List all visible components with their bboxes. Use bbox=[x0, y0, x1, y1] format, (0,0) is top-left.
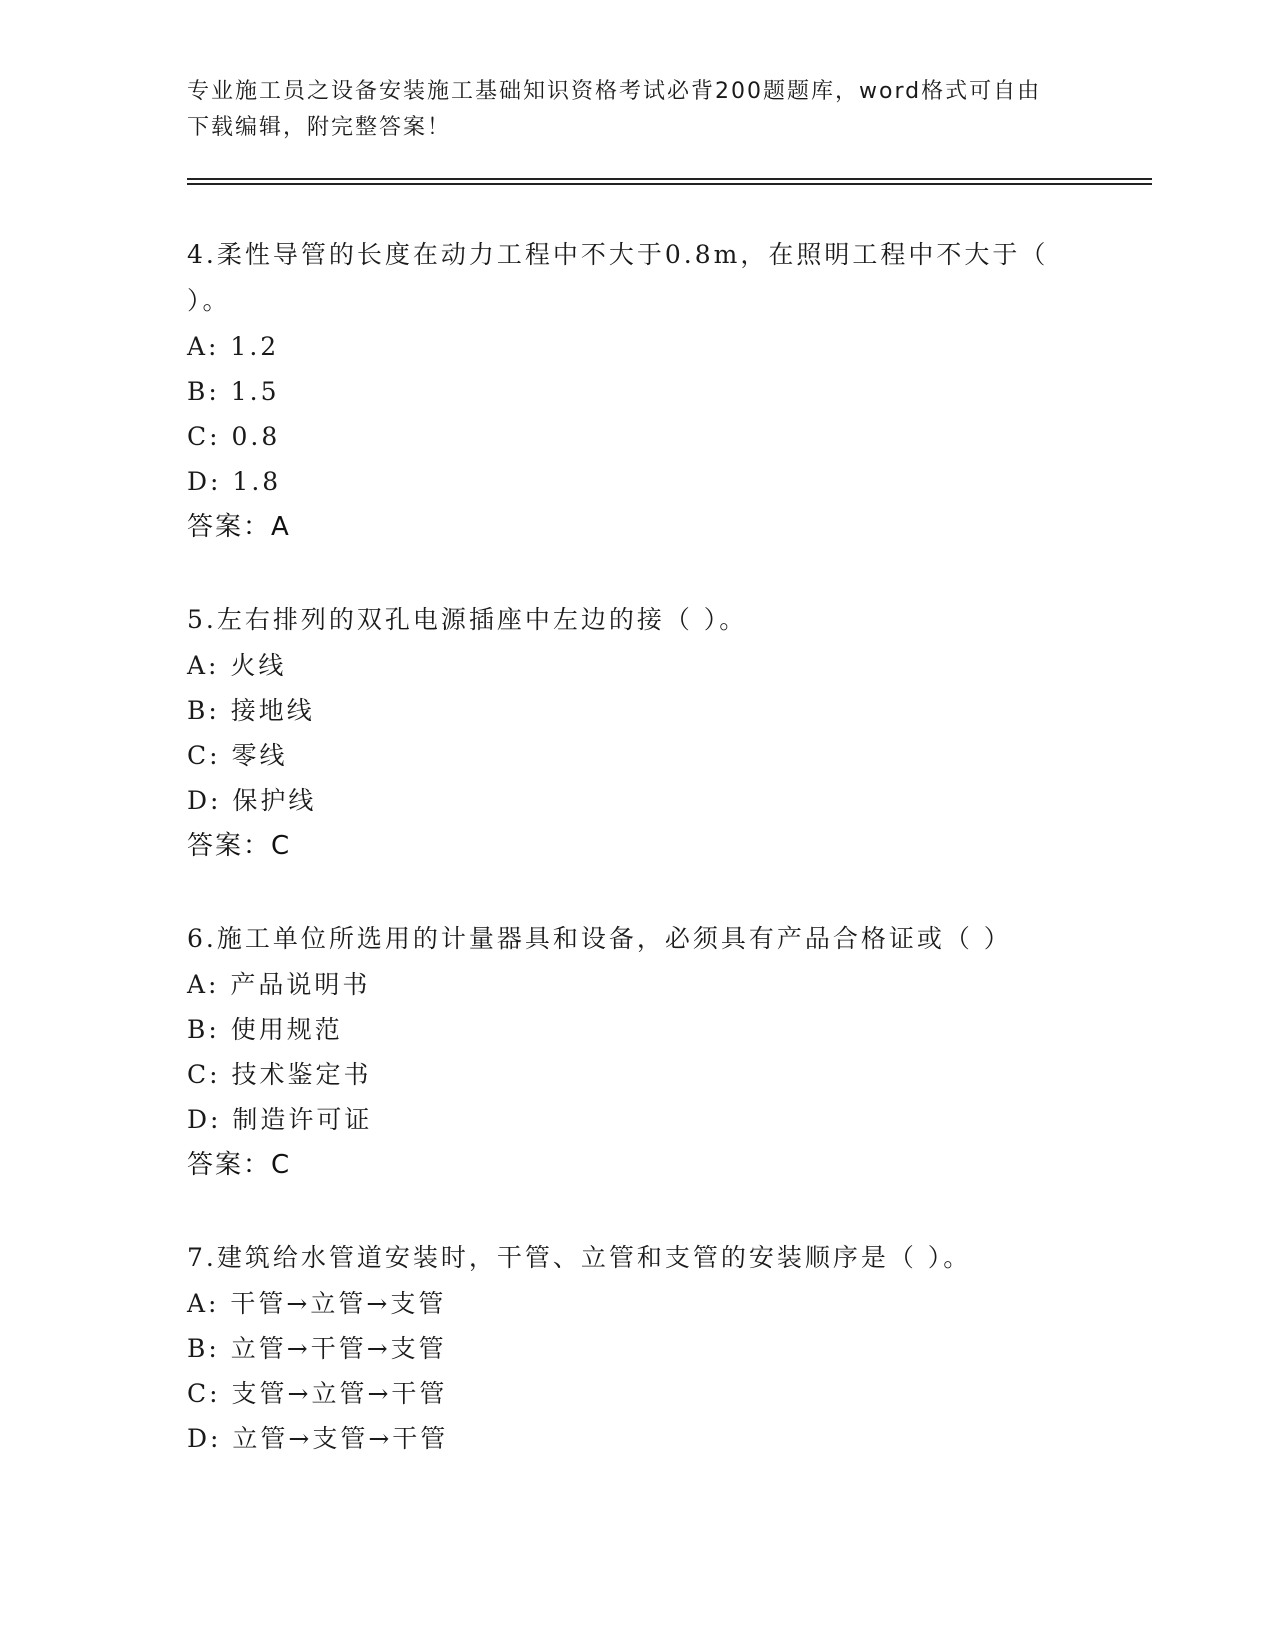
option-a: A: 火线 bbox=[187, 651, 287, 680]
document-header bbox=[187, 74, 1067, 146]
question-block bbox=[187, 597, 1087, 869]
option-c: C: 支管→立管→干管 bbox=[187, 1379, 448, 1408]
header-title-line-2: 下载编辑，附完整答案！ bbox=[187, 115, 452, 140]
option-c: C: 零线 bbox=[187, 741, 288, 770]
option-d: D: 1.8 bbox=[187, 467, 282, 496]
option-a: A: 产品说明书 bbox=[187, 970, 371, 999]
answer-text: 答案：C bbox=[187, 831, 292, 861]
option-d: D: 保护线 bbox=[187, 786, 317, 815]
header-divider-top bbox=[187, 178, 1152, 180]
option-a: A: 1.2 bbox=[187, 332, 280, 361]
option-c: C: 0.8 bbox=[187, 422, 281, 451]
option-b: B: 立管→干管→支管 bbox=[187, 1334, 447, 1363]
option-d: D: 立管→支管→干管 bbox=[187, 1424, 449, 1453]
question-block bbox=[187, 232, 1087, 550]
question-stem: 6.施工单位所选用的计量器具和设备，必须具有产品合格证或（ ） bbox=[187, 924, 1012, 953]
question-block bbox=[187, 916, 1087, 1188]
header-divider-bottom bbox=[187, 183, 1152, 185]
option-b: B: 1.5 bbox=[187, 377, 280, 406]
answer-text: 答案：A bbox=[187, 512, 291, 542]
option-b: B: 使用规范 bbox=[187, 1015, 343, 1044]
option-d: D: 制造许可证 bbox=[187, 1105, 373, 1134]
option-c: C: 技术鉴定书 bbox=[187, 1060, 372, 1089]
answer-text: 答案：C bbox=[187, 1150, 292, 1180]
header-title-line-1: 专业施工员之设备安装施工基础知识资格考试必背200题题库，word格式可自由 bbox=[187, 79, 1042, 104]
option-a: A: 干管→立管→支管 bbox=[187, 1289, 447, 1318]
question-stem: 7.建筑给水管道安装时，干管、立管和支管的安装顺序是（ ）。 bbox=[187, 1243, 972, 1272]
question-stem: 4.柔性导管的长度在动力工程中不大于0.8m，在照明工程中不大于（ bbox=[187, 240, 1049, 269]
question-stem: 5.左右排列的双孔电源插座中左边的接（ ）。 bbox=[187, 605, 748, 634]
question-stem-continuation: ）。 bbox=[187, 286, 231, 315]
question-block bbox=[187, 1235, 1087, 1461]
option-b: B: 接地线 bbox=[187, 696, 315, 725]
